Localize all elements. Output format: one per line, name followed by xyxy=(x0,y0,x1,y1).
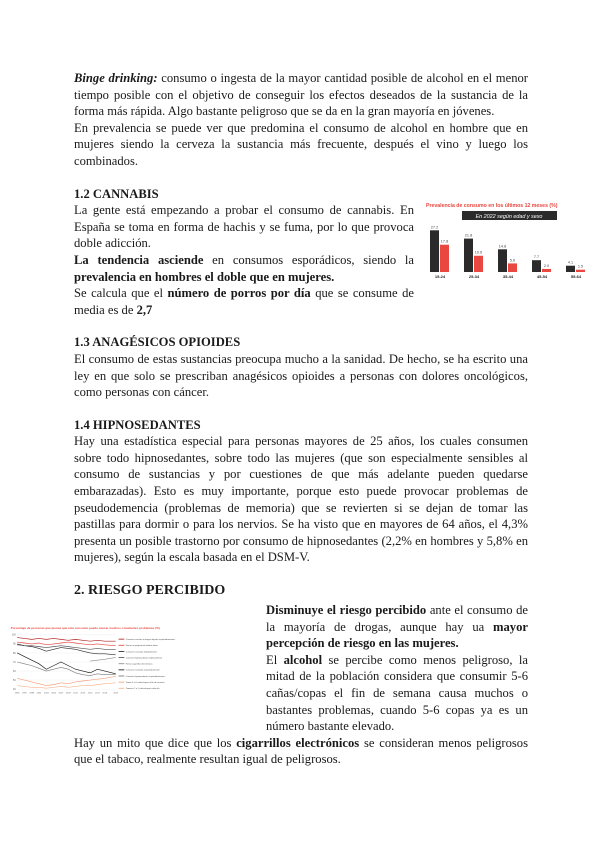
intro-paragraph-1 xyxy=(74,70,528,120)
chart2-x-tick: 2007 xyxy=(58,692,64,695)
cannabis-p2-bold-1: La tendencia asciende xyxy=(74,252,204,267)
cannabis-p3-text-2: que se consume de media es de xyxy=(74,286,414,317)
chart2-x-tick: 2019 xyxy=(102,692,108,695)
chart2-y-tick: 60 xyxy=(13,669,16,673)
chart1-value-label: 17.8 xyxy=(440,239,449,244)
riesgo-p2-text-2: se percibe como menos peligroso, la mitad de la población considera que consumir 5-6 cañas/copas el fin de semana causa muchos o bastantes problemas, cuando 5-6 copas ya es un número bastante elevado. xyxy=(266,652,528,734)
chart2-legend-label: Tomar 5 o 6 cañas/copas el fin de semana xyxy=(125,682,165,685)
chart1-bar xyxy=(440,244,449,271)
chart1-bar xyxy=(532,260,541,272)
chart2-series-line xyxy=(17,638,116,642)
risk-perception-chart xyxy=(10,610,190,714)
chart1-bar xyxy=(566,265,575,271)
chart1-title: Prevalencia de consumo en los últimos 12 meses (%) xyxy=(426,202,558,209)
riesgo-p3-text-2: se consideran menos peligrosos que el tabaco, realmente resultan igual de peligrosos. xyxy=(74,735,528,767)
chart2-legend-label: Consumir cannabis habitualmente xyxy=(125,651,157,654)
chart1-value-label: 21.8 xyxy=(464,233,473,238)
riesgo-p3-text-1: Hay un mito que dice que los xyxy=(74,735,237,750)
chart1-bar xyxy=(430,230,439,272)
riesgo-p2-text-1: El xyxy=(266,652,284,667)
intro-paragraph-2: En prevalencia se puede ver que predomina el consumo de alcohol en hombre que en mujeres siendo la cerveza la sustancia más frecuente, después el vino y luego los combinados. xyxy=(74,120,528,168)
chart2-series-line xyxy=(17,645,116,650)
chart2-x-tick: 1999 xyxy=(29,692,35,695)
cannabis-p3-bold-2: 2,7 xyxy=(136,302,153,317)
chart2-legend-label: Fumar un paquete de tabaco diario xyxy=(125,645,158,648)
chart2-y-tick: 90 xyxy=(13,642,16,646)
hipno-paragraph: Hay una estadística especial para personas mayores de 25 años, los cuales consumen sobre todo hipnosedantes, sobre todo las mujeres (que son especialmente sensibles al consumo de sustancias y por cuestiones de que más adelante pueden quedarse embarazadas). Esto es muy importante, porque esto puede provocar problemas de pseudodemencia (problemas de memoria) que se revierten si se dejan de tomar las pastillas para dormir o para los nervios. Se ha visto que en mayores de 64 años, el 4,3% presenta un posible trastorno por consumo de hipnosedantes (2,2% en hombres y 5,8% en mujeres), según la escala basada en el DSM-V. xyxy=(74,434,528,565)
chart2-series-line xyxy=(17,653,116,674)
riesgo-p1-text-1: ante el consumo de la mayoría de drogas, aunque hay ua xyxy=(266,603,528,634)
cannabis-paragraph-2 xyxy=(74,252,414,285)
riesgo-p2-bold-1: alcohol xyxy=(283,652,323,667)
chart2-legend-label: Consumir hipnosedantes esporádicamente xyxy=(125,675,165,678)
chart2-x-tick: 2015 xyxy=(87,692,93,695)
chart1-value-label: 5.6 xyxy=(509,257,516,262)
riesgo-paragraph-3 xyxy=(74,735,528,768)
chart2-y-tick: 50 xyxy=(13,678,16,682)
cannabis-prevalence-chart xyxy=(424,200,600,280)
chart2-x-tick: 2009 xyxy=(65,692,71,695)
chart2-legend-label: Consumir cocaína o drogas ilegales esporádicamente xyxy=(125,639,175,642)
cannabis-paragraph-1: La gente está empezando a probar el consumo de cannabis. En España se toma en forma de hachis y se fuma, por lo que provoca doble adicción. xyxy=(74,203,414,251)
chart2-x-tick: 2013 xyxy=(80,692,86,695)
chart1-bar xyxy=(474,255,483,271)
chart2-legend-label: Consumir hipnosedantes habitualmente xyxy=(125,657,163,660)
opioides-title: 1.3 ANAGÉSICOS OPIOIDES xyxy=(74,335,241,350)
chart1-value-label: 7.7 xyxy=(533,254,540,259)
chart2-series-line xyxy=(90,658,116,662)
chart2-y-tick: 40 xyxy=(13,688,16,692)
chart1-bar xyxy=(508,263,517,272)
cannabis-p2-text-1: en consumos esporádicos, siendo la xyxy=(203,252,414,267)
cannabis-paragraph-3 xyxy=(74,285,414,318)
chart2-y-tick: 80 xyxy=(13,651,16,655)
riesgo-p1-bold-2: mayor percepción de riesgo en las mujeres. xyxy=(266,619,528,651)
cannabis-p3-bold-1: número de porros por día xyxy=(167,286,311,301)
chart2-x-tick: 1997 xyxy=(22,692,27,695)
chart1-bar xyxy=(542,268,551,271)
document-page xyxy=(10,70,584,768)
opioides-paragraph: El consumo de estas sustancias preocupa mucho a la sanidad. De hecho, se ha escrito una ley en que solo se prescriban anagésicos opioides a personas con dolores oncológicos, como personas con cáncer. xyxy=(74,351,528,400)
chart1-bar xyxy=(576,269,585,271)
chart1-value-label: 2.0 xyxy=(543,263,550,268)
riesgo-p3-bold-1: cigarrillos electrónicos xyxy=(236,735,360,750)
chart2-legend-label: Consumir cannabis esporádicamente xyxy=(125,669,160,672)
chart2-x-tick: 2011 xyxy=(73,692,78,695)
chart2-x-tick: 1995 xyxy=(14,692,20,695)
riesgo-section xyxy=(10,602,528,735)
riesgo-paragraph-1 xyxy=(266,602,528,652)
chart1-category-label: 15-24 xyxy=(434,273,446,279)
chart2-y-tick: 70 xyxy=(13,660,16,664)
chart2-legend-label: Tomarse 1 o 2 cañas/copas cada día xyxy=(125,688,160,691)
riesgo-p1-bold-1: Disminuye el riesgo percibido xyxy=(266,603,427,618)
binge-definition: consumo o ingesta de la mayor cantidad posible de alcohol en el menor tiempo posible con el objetivo de conseguir los efectos deseados de la sustancia de la forma más rápida. Algo bastante peligroso que se da en la gran mayoría en jóvenes. xyxy=(74,71,528,119)
cannabis-p2-bold-2: prevalencia en hombres el doble que en mujeres. xyxy=(74,269,335,284)
chart1-subtitle: En 2022 según edad y sexo xyxy=(475,213,543,220)
chart2-x-tick: 2005 xyxy=(51,692,57,695)
chart1-value-label: 14.8 xyxy=(498,243,507,248)
riesgo-title: 2. RIESGO PERCIBIDO xyxy=(74,583,226,599)
chart2-series-line xyxy=(17,662,116,676)
chart2-x-tick: 2017 xyxy=(95,692,100,695)
chart1-category-label: 35-44 xyxy=(502,273,514,279)
chart2-x-tick: 2022 xyxy=(113,692,119,695)
hipno-title: 1.4 HIPNOSEDANTES xyxy=(74,417,201,432)
cannabis-p3-text-1: Se calcula que el xyxy=(74,286,168,301)
cannabis-section xyxy=(74,186,584,319)
chart1-category-label: 55-64 xyxy=(570,273,582,279)
chart1-category-label: 25-34 xyxy=(468,273,480,279)
chart1-bar xyxy=(464,238,473,271)
chart1-category-label: 45-54 xyxy=(536,273,548,279)
chart2-x-tick: 2003 xyxy=(43,692,49,695)
chart2-legend-label: Fumar cigarrillos electrónicos xyxy=(125,663,153,666)
chart2-title: Porcentaje de personas que piensa que este consumo puede causar muchos o bastantes problemas (%) xyxy=(10,626,160,631)
chart1-value-label: 1.5 xyxy=(577,264,584,269)
cannabis-title: 1.2 CANNABIS xyxy=(74,186,159,201)
binge-term: Binge drinking: xyxy=(74,71,158,85)
chart1-value-label: 4.1 xyxy=(567,260,574,265)
chart1-value-label: 10.6 xyxy=(474,250,483,255)
chart2-x-tick: 2001 xyxy=(36,692,42,695)
chart2-y-tick: 100 xyxy=(11,633,16,637)
chart1-value-label: 27.2 xyxy=(430,224,439,229)
chart1-bar xyxy=(498,249,507,272)
riesgo-paragraph-2 xyxy=(266,652,528,735)
